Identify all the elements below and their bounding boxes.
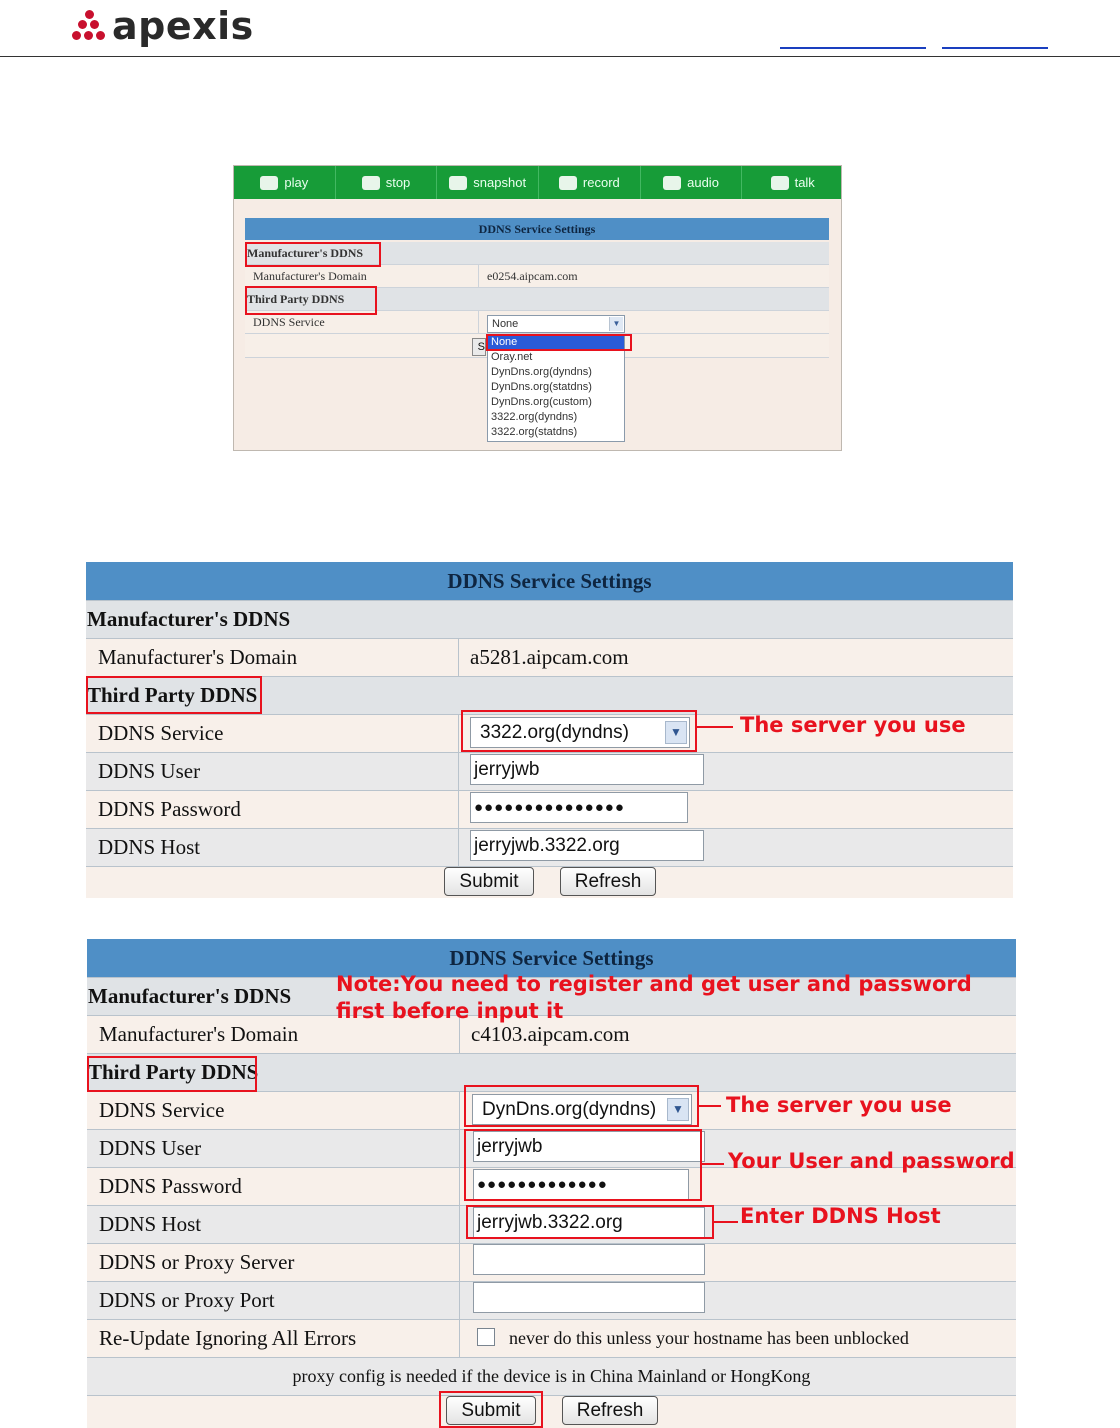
ddns-host-label: DDNS Host [98, 835, 201, 859]
snapshot-label: snapshot [473, 175, 527, 190]
proxy-note: proxy config is needed if the device is in China Mainland or HongKong [292, 1366, 811, 1386]
column-divider [459, 1168, 460, 1205]
highlight-user-password [464, 1129, 702, 1201]
play-button[interactable] [234, 166, 336, 199]
column-divider [458, 829, 459, 866]
proxy-server-input[interactable] [473, 1244, 705, 1275]
column-divider [459, 1244, 460, 1281]
highlight-none-option [486, 334, 632, 351]
ddns-password-input[interactable]: ●●●●●●●●●●●●● [473, 1169, 689, 1200]
third-party-ddns-heading: Third Party DDNS [88, 1060, 259, 1084]
header-link-2[interactable] [942, 47, 1048, 49]
column-divider [459, 1092, 460, 1129]
dropdown-option-dyndns-custom[interactable]: DynDns.org(custom) [491, 396, 592, 408]
highlight-ddns-host [466, 1205, 714, 1239]
ddns-host-input[interactable]: jerryjwb.3322.org [470, 830, 704, 861]
annotation-note-line1: Note:You need to register and get user and password [336, 972, 972, 996]
column-divider [458, 753, 459, 790]
proxy-port-input[interactable] [473, 1282, 705, 1313]
ddns-user-input[interactable]: jerryjwb [470, 754, 704, 785]
annotation-note-line2: first before input it [336, 999, 564, 1023]
column-divider [459, 1130, 460, 1167]
annotation-arrow-line [702, 1163, 724, 1165]
highlight-third-party-ddns [245, 286, 377, 315]
ddns-service-selected: None [492, 318, 519, 330]
manufacturer-ddns-heading: Manufacturer's DDNS [247, 246, 364, 260]
dropdown-option-3322-dyndns[interactable]: 3322.org(dyndns) [491, 411, 578, 423]
annotation-user-password: Your User and password [728, 1149, 1015, 1173]
stop-button[interactable] [336, 166, 438, 199]
microphone-icon [771, 176, 789, 190]
column-divider [478, 311, 479, 333]
manufacturer-domain-value: c4103.aipcam.com [471, 1022, 630, 1046]
third-party-ddns-heading: Third Party DDNS [87, 683, 258, 707]
ddns-password-input[interactable]: ●●●●●●●●●●●●●●● [470, 792, 688, 823]
highlight-ddns-service [464, 1085, 699, 1127]
snapshot-button[interactable] [437, 166, 539, 199]
record-icon [559, 176, 577, 190]
manufacturer-domain-value: e0254.aipcam.com [487, 269, 578, 283]
annotation-arrow-line [714, 1221, 738, 1223]
highlight-submit [439, 1391, 543, 1428]
proxy-port-label: DDNS or Proxy Port [99, 1288, 275, 1312]
manufacturer-ddns-heading: Manufacturer's DDNS [87, 607, 291, 631]
column-divider [459, 1282, 460, 1319]
ddns-host-label: DDNS Host [99, 1212, 202, 1236]
manufacturer-domain-label: Manufacturer's Domain [253, 269, 367, 283]
settings-title: DDNS Service Settings [86, 562, 1013, 600]
logo-dots-icon [70, 6, 110, 46]
ddns-settings-table-3322 [86, 562, 1013, 898]
ddns-user-label: DDNS User [99, 1136, 202, 1160]
audio-button[interactable] [641, 166, 743, 199]
ddns-user-input[interactable]: jerryjwb [473, 1131, 705, 1162]
submit-button[interactable]: Submit [446, 1396, 536, 1425]
page-header [0, 0, 1120, 56]
apexis-logo [70, 2, 254, 50]
reupdate-row [87, 1319, 1016, 1357]
ddns-password-label: DDNS Password [99, 1174, 242, 1198]
header-divider [0, 56, 1120, 57]
submit-button-partial[interactable]: S [472, 338, 486, 356]
proxy-server-label: DDNS or Proxy Server [99, 1250, 295, 1274]
talk-button[interactable] [742, 166, 842, 199]
proxy-note-row [87, 1357, 1016, 1395]
reupdate-label: Re-Update Ignoring All Errors [99, 1326, 357, 1350]
ddns-dropdown-screenshot [233, 165, 842, 451]
chevron-down-icon[interactable]: ▼ [665, 721, 687, 744]
refresh-button[interactable]: Refresh [562, 1396, 658, 1425]
play-icon [260, 176, 278, 190]
manufacturer-domain-row [245, 265, 829, 288]
annotation-server: The server you use [726, 1093, 952, 1117]
column-divider [459, 1320, 460, 1357]
ddns-service-label: DDNS Service [98, 721, 224, 745]
dropdown-option-none[interactable]: None [488, 335, 624, 350]
highlight-third-party-ddns [86, 676, 262, 714]
chevron-down-icon[interactable]: ▼ [609, 317, 623, 331]
ddns-service-label: DDNS Service [99, 1098, 225, 1122]
column-divider [458, 715, 459, 752]
settings-title: DDNS Service Settings [245, 218, 829, 240]
column-divider [459, 1206, 460, 1243]
manufacturer-domain-label: Manufacturer's Domain [99, 1022, 299, 1046]
record-label: record [582, 175, 620, 190]
dropdown-option-dyndns-statdns[interactable]: DynDns.org(statdns) [491, 381, 592, 393]
ddns-service-select[interactable] [487, 315, 625, 333]
ddns-settings-table-dyndns [87, 939, 1016, 1428]
manufacturer-ddns-row [86, 600, 1013, 638]
column-divider [478, 265, 479, 287]
refresh-button[interactable]: Refresh [560, 867, 656, 896]
camera-toolbar [234, 166, 842, 199]
ddns-user-label: DDNS User [98, 759, 201, 783]
play-label: play [284, 175, 309, 190]
highlight-manufacturer-ddns [245, 242, 381, 267]
ddns-service-selected: 3322.org(dyndns) [480, 722, 629, 743]
manufacturer-domain-value: a5281.aipcam.com [470, 645, 629, 669]
chevron-down-icon[interactable]: ▼ [667, 1098, 689, 1121]
buttons-row [87, 1395, 1016, 1428]
column-divider [458, 639, 459, 676]
talk-label: talk [794, 175, 815, 190]
annotation-arrow-line [697, 726, 733, 728]
record-button[interactable] [539, 166, 641, 199]
column-divider [458, 791, 459, 828]
audio-label: audio [687, 175, 719, 190]
camera-icon [449, 176, 467, 190]
dropdown-option-dyndns[interactable]: DynDns.org(dyndns) [491, 366, 592, 378]
submit-button[interactable]: Submit [444, 867, 534, 896]
ddns-password-label: DDNS Password [98, 797, 241, 821]
ddns-service-selected: DynDns.org(dyndns) [482, 1099, 657, 1120]
ddns-host-input[interactable]: jerryjwb.3322.org [473, 1207, 705, 1238]
manufacturer-domain-label: Manufacturer's Domain [98, 645, 298, 669]
header-link-1[interactable] [780, 47, 926, 49]
highlight-ddns-service [461, 710, 697, 752]
stop-icon [362, 176, 380, 190]
dropdown-option-oray[interactable]: Oray.net [491, 351, 533, 363]
reupdate-checkbox[interactable] [477, 1328, 495, 1346]
buttons-row [86, 866, 1013, 898]
manufacturer-domain-row [86, 638, 1013, 676]
logo-text: apexis [112, 4, 254, 48]
dropdown-option-3322-statdns[interactable]: 3322.org(statdns) [491, 426, 578, 438]
ddns-service-label: DDNS Service [253, 315, 325, 329]
annotation-server: The server you use [740, 713, 966, 737]
manufacturer-ddns-heading: Manufacturer's DDNS [88, 984, 292, 1008]
annotation-host: Enter DDNS Host [740, 1204, 941, 1228]
speaker-icon [663, 176, 681, 190]
annotation-arrow-line [699, 1105, 721, 1107]
stop-label: stop [385, 175, 411, 190]
third-party-ddns-heading: Third Party DDNS [247, 292, 345, 306]
settings-title: DDNS Service Settings [87, 939, 1016, 977]
highlight-third-party-ddns [87, 1056, 257, 1092]
reupdate-text: never do this unless your hostname has been unblocked [509, 1328, 909, 1348]
